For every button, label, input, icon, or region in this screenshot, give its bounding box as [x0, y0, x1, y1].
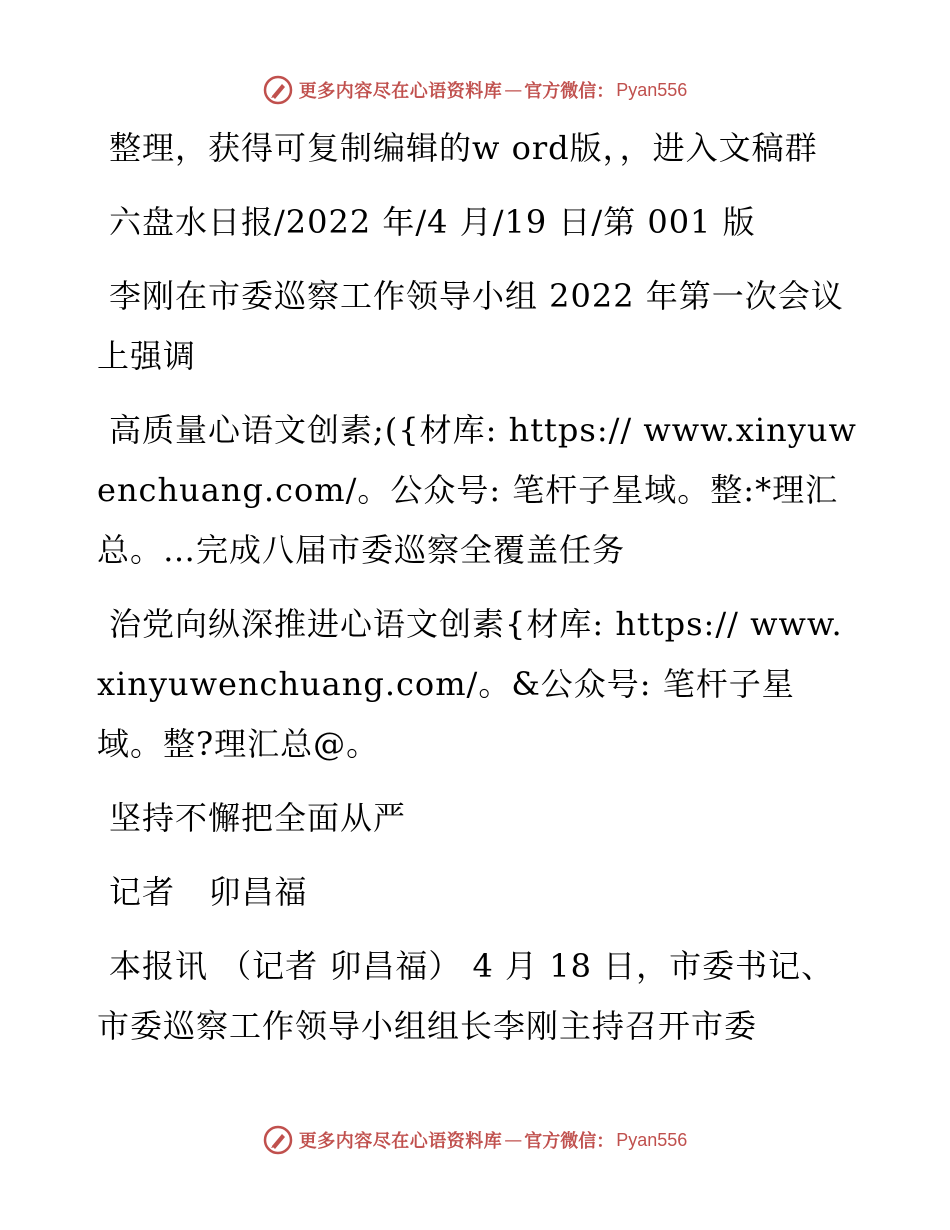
- watermark-account: Pyan556: [616, 1129, 688, 1150]
- paragraph-subheadline-1: 高质量心语文创素;({材库: https:// www.xinyuwenchuang.com/。公众号: 笔杆子星域。整:*理汇总。…完成八届市委巡察全覆盖任务: [97, 411, 857, 569]
- watermark-sub-text: 官方微信：: [524, 81, 615, 102]
- paragraph-lead: 本报讯 （记者 卯昌福） 4 月 18 日，市委书记、市委巡察工作领导小组组长李刚主持召开市委: [97, 947, 835, 1045]
- watermark-account: Pyan556: [616, 79, 688, 100]
- paragraph-byline: 记者 卯昌福: [109, 873, 308, 911]
- paragraph-subheadline-3: 坚持不懈把全面从严: [109, 799, 407, 837]
- header-watermark-banner: [0, 70, 950, 110]
- pen-nib-logo-icon: [263, 75, 293, 105]
- watermark-main-text: 更多内容尽在心语资料库: [298, 81, 503, 102]
- paragraph-subheadline-2: 治党向纵深推进心语文创素{材库: https:// www.xinyuwenchuang.com/。&公众号: 笔杆子星域。整?理汇总@。: [97, 605, 843, 763]
- watermark-main-text: 更多内容尽在心语资料库: [298, 1131, 503, 1152]
- document-body: [97, 118, 857, 1070]
- watermark-dash: —: [504, 1129, 523, 1151]
- watermark-dash: —: [504, 79, 523, 101]
- pen-nib-logo-icon: [263, 1125, 293, 1155]
- paragraph-intro: 整理，获得可复制编辑的w ord版，，进入文稿群: [109, 129, 818, 167]
- footer-watermark-banner: [0, 1120, 950, 1160]
- paragraph-headline: 李刚在市委巡察工作领导小组 2022 年第一次会议上强调: [97, 277, 844, 375]
- paragraph-source-line: 六盘水日报/2022 年/4 月/19 日/第 001 版: [109, 203, 756, 241]
- watermark-sub-text: 官方微信：: [524, 1131, 615, 1152]
